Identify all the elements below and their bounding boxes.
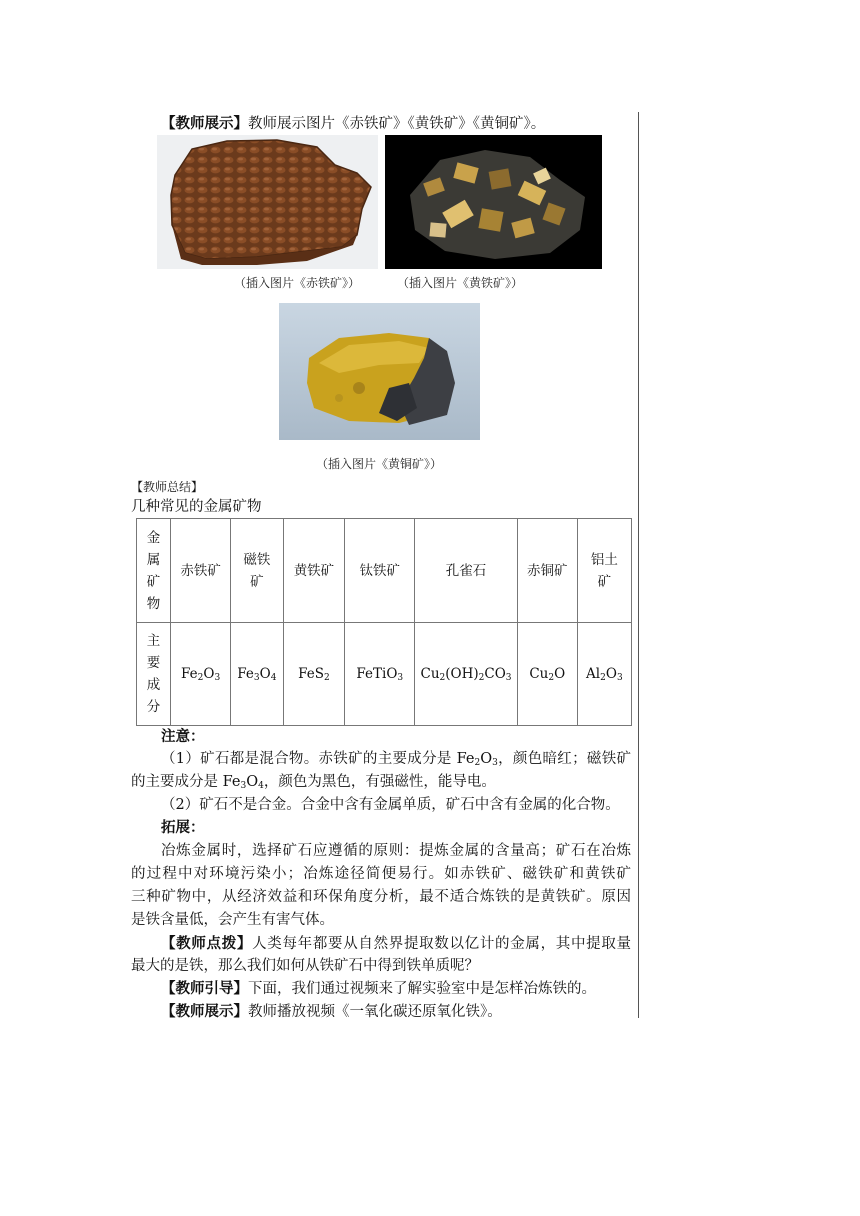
table-row [137, 623, 632, 726]
table-cell [171, 623, 231, 726]
note-paragraph-2: （2）矿石不是合金。合金中含有金属单质，矿石中含有金属的化合物。 [161, 797, 620, 813]
chalcopyrite-caption: （插入图片《黄铜矿》） [316, 457, 443, 471]
pyrite-photo [385, 135, 602, 269]
formula-subscript: 3 [397, 673, 404, 683]
chalcopyrite-illustration [279, 303, 480, 440]
teacher-display-tag: 【教师展示】 [161, 115, 248, 132]
table-header-cell: 主 要 成 分 [137, 623, 171, 726]
extend-title: 拓展： [161, 819, 205, 836]
table-cell: 赤铁矿 [171, 519, 231, 623]
formula-text: FeTiO [356, 666, 398, 682]
note-paragraph-1-line-2: 的主要成分是 $Fe_3O_4$，颜色为黑色，有强磁性，能导电。 [131, 774, 496, 791]
formula-text: Fe [237, 666, 254, 682]
table-cell [231, 623, 283, 726]
note-title: 注意： [161, 728, 205, 745]
formula-text: (OH) [445, 666, 479, 682]
formula-subscript: 4 [270, 673, 277, 683]
formula-text: CO [484, 666, 506, 682]
formula-subscript: 2 [548, 673, 555, 683]
table-cell: 磁铁 矿 [231, 519, 283, 623]
table-cell: 钛铁矿 [345, 519, 415, 623]
formula-subscript: 3 [505, 673, 512, 683]
formula-subscript: 2 [600, 673, 606, 683]
formula-text: O [605, 666, 617, 682]
margin-rule [638, 112, 639, 1018]
formula-subscript: 3 [214, 673, 221, 683]
extend-line-4: 是铁含量低，会产生有害气体。 [131, 912, 334, 928]
teacher-display-line-1 [161, 113, 545, 135]
table-cell [415, 623, 518, 726]
teacher-display-text: 教师展示图片《赤铁矿》《黄铁矿》《黄铜矿》。 [248, 116, 546, 132]
formula-subscript: 3 [616, 673, 623, 683]
guide-line-1: 【教师点拨】人类每年都要从自然界提取数以亿计的金属，其中提取量 [161, 935, 632, 952]
formula-text: Al [586, 666, 601, 682]
formula-text: Cu [420, 666, 440, 682]
extend-line-3: 三种矿物中，从经济效益和环保角度分析，最不适合炼铁的是黄铁矿。原因 [131, 889, 631, 905]
table-title: 几种常见的金属矿物 [131, 499, 262, 515]
table-cell [577, 623, 631, 726]
table-row [137, 519, 632, 623]
table-cell: 铝土 矿 [577, 519, 631, 623]
pyrite-illustration [385, 135, 602, 269]
lead-line: 【教师引导】下面，我们通过视频来了解实验室中是怎样冶炼铁的。 [161, 980, 596, 997]
summary-tag: 【教师总结】 [131, 480, 204, 494]
table-cell: 黄铁矿 [283, 519, 345, 623]
extend-line-2: 的过程中对环境污染小；冶炼途径简便易行。如赤铁矿、磁铁矿和黄铁矿 [131, 866, 631, 882]
formula-text: Fe [181, 666, 198, 682]
formula-subscript: 2 [197, 673, 204, 683]
hematite-caption: （插入图片《赤铁矿》） [234, 276, 361, 290]
chalcopyrite-photo [279, 303, 480, 440]
formula-text: O [554, 666, 566, 682]
hematite-photo [157, 135, 378, 269]
note-paragraph-1-line-1: （1）矿石都是混合物。赤铁矿的主要成分是 $Fe_2O_3$，颜色暗红；磁铁矿 [161, 751, 631, 768]
formula-text: O [259, 666, 271, 682]
formula-text: Cu [529, 666, 549, 682]
table-cell: 孔雀石 [415, 519, 518, 623]
formula-text: O [203, 666, 215, 682]
formula-text: FeS [298, 666, 325, 682]
table-cell [283, 623, 345, 726]
formula-subscript: 2 [324, 673, 330, 683]
table-cell [345, 623, 415, 726]
formula-subscript: 2 [478, 673, 485, 683]
minerals-table [136, 518, 632, 726]
table-cell [517, 623, 577, 726]
hematite-illustration [157, 135, 378, 269]
table-header-cell: 金 属 矿 物 [137, 519, 171, 623]
formula-subscript: 2 [439, 673, 446, 683]
guide-line-2: 最大的是铁，那么我们如何从铁矿石中得到铁单质呢？ [131, 958, 479, 974]
formula-subscript: 3 [253, 673, 260, 683]
teacher-display-line-2: 【教师展示】教师播放视频《一氧化碳还原氧化铁》。 [161, 1003, 502, 1020]
extend-line-1: 冶炼金属时，选择矿石应遵循的原则：提炼金属的含量高；矿石在冶炼 [161, 843, 631, 859]
pyrite-caption: （插入图片《黄铁矿》） [397, 276, 524, 290]
table-cell: 赤铜矿 [517, 519, 577, 623]
